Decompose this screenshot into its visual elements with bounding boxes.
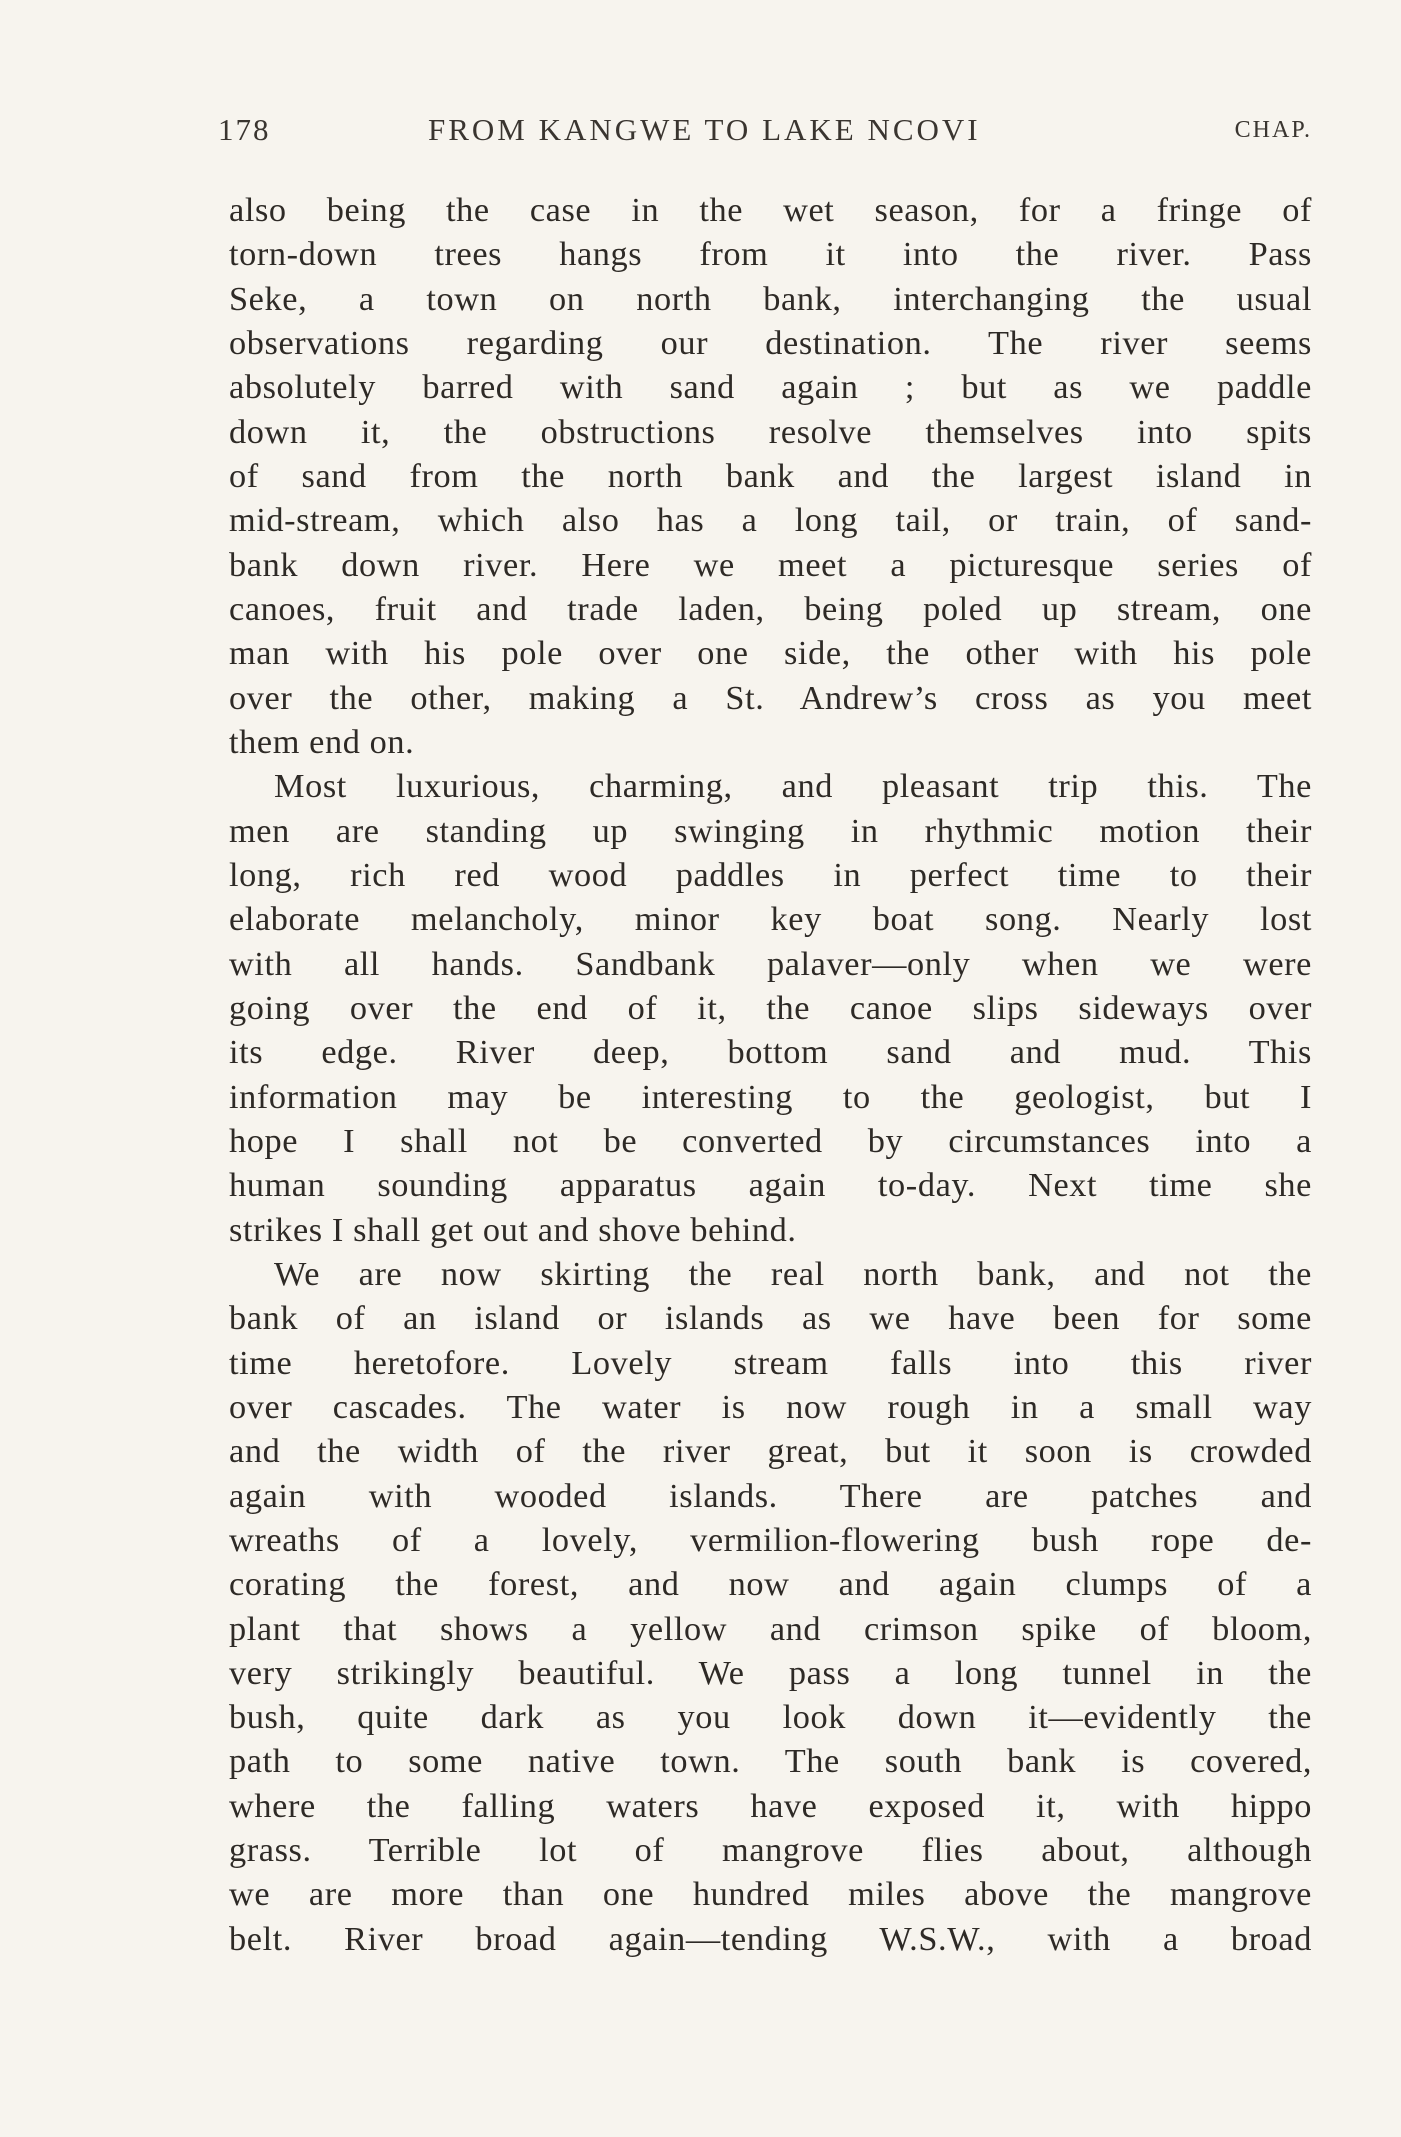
text-line: mid-stream, which also has a long tail, or train, of sand- <box>229 501 1312 540</box>
text-line: information may be interesting to the geologist, but I <box>229 1077 1312 1116</box>
text-line: Seke, a town on north bank, interchanging the usual <box>229 279 1312 318</box>
text-line: hope I shall not be converted by circumstances into a <box>229 1121 1312 1160</box>
text-line: corating the forest, and now and again clumps of a <box>229 1565 1312 1604</box>
text-line: belt. River broad again—tending W.S.W., with a broad <box>229 1919 1312 1958</box>
text-line: very strikingly beautiful. We pass a long tunnel in the <box>229 1653 1312 1692</box>
text-line: man with his pole over one side, the other with his pole <box>229 634 1312 673</box>
text-line: over cascades. The water is now rough in a small way <box>229 1387 1312 1426</box>
text-line: bank of an island or islands as we have been for some <box>229 1299 1312 1338</box>
text-line: we are more than one hundred miles above the mangrove <box>229 1875 1312 1914</box>
text-line: also being the case in the wet season, for a fringe of <box>229 191 1312 229</box>
text-line: strikes I shall get out and shove behind. <box>229 1210 797 1249</box>
text-line: again with wooded islands. There are patches and <box>229 1476 1312 1515</box>
text-line: of sand from the north bank and the largest island in <box>229 456 1312 495</box>
text-line: We are now skirting the real north bank, and not the <box>274 1254 1312 1293</box>
text-line: time heretofore. Lovely stream falls into this river <box>229 1343 1312 1382</box>
text-line: human sounding apparatus again to-day. Next time she <box>229 1166 1312 1205</box>
text-line: path to some native town. The south bank is covered, <box>229 1742 1312 1781</box>
text-line: over the other, making a St. Andrew’s cross as you meet <box>229 678 1312 717</box>
running-title: FROM KANGWE TO LAKE NCOVI <box>428 112 981 147</box>
text-line: wreaths of a lovely, vermilion-flowering bush rope de- <box>229 1520 1312 1559</box>
text-line: men are standing up swinging in rhythmic motion their <box>229 811 1312 850</box>
text-line: canoes, fruit and trade laden, being poled up stream, one <box>229 589 1312 628</box>
text-line: torn-down trees hangs from it into the river. Pass <box>229 235 1312 274</box>
page-header <box>218 112 1312 160</box>
text-line: and the width of the river great, but it soon is crowded <box>229 1432 1312 1471</box>
page-number: 178 <box>218 112 271 147</box>
chapter-abbrev: CHAP. <box>1234 117 1312 143</box>
text-line: bank down river. Here we meet a picturesque series of <box>229 545 1312 584</box>
text-line: with all hands. Sandbank palaver—only when we were <box>229 944 1312 983</box>
text-line: absolutely barred with sand again ; but as we paddle <box>229 368 1312 407</box>
text-line: long, rich red wood paddles in perfect time to their <box>229 855 1312 894</box>
text-line: down it, the obstructions resolve themselves into spits <box>229 412 1312 451</box>
text-line: elaborate melancholy, minor key boat song. Nearly lost <box>229 900 1312 939</box>
text-line: observations regarding our destination. The river seems <box>229 323 1312 362</box>
text-line: plant that shows a yellow and crimson spike of bloom, <box>229 1609 1312 1648</box>
text-line: where the falling waters have exposed it, with hippo <box>229 1786 1312 1825</box>
text-line: going over the end of it, the canoe slips sideways over <box>229 988 1312 1027</box>
text-line: Most luxurious, charming, and pleasant trip this. The <box>274 767 1312 806</box>
text-line: its edge. River deep, bottom sand and mud. This <box>229 1033 1312 1072</box>
text-line: them end on. <box>229 722 415 761</box>
text-line: bush, quite dark as you look down it—evidently the <box>229 1698 1312 1737</box>
text-line: grass. Terrible lot of mangrove flies about, although <box>229 1831 1312 1870</box>
body-text <box>229 188 1312 1988</box>
